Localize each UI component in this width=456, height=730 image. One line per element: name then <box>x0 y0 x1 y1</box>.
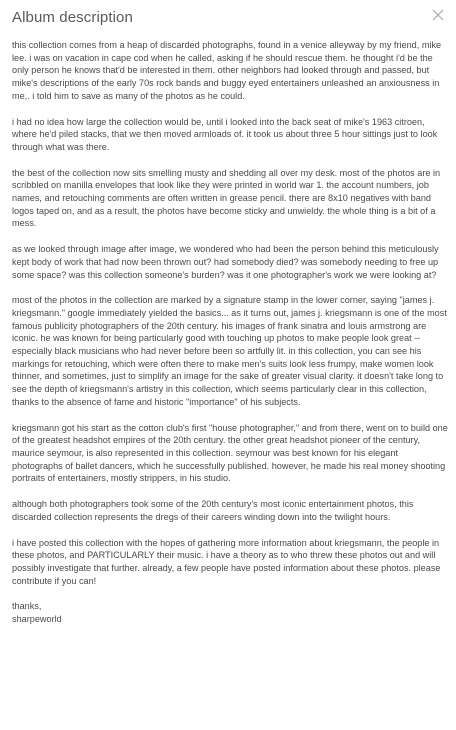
signoff-author: sharpeworld <box>12 614 62 625</box>
description-paragraph: as we looked through image after image, we wondered who had been the person behind this meticulously kept body of work that had now been thrown out? had somebody died? was somebody needing to free up some space? was this collection someone's burden? was it one photographer's work we were looking at? <box>12 244 439 280</box>
dialog-header <box>12 7 446 33</box>
signoff <box>12 600 448 625</box>
description-paragraph: most of the photos in the collection are marked by a signature stamp in the lower corner, saying "james j. kriegsmann." google immediately yielded the basics... as it turns out, james j. kriegsmann is one of the most famous publicity photographers of the 20th century. his images of frank sinatra and louis armstrong are iconic. he was known for being particularly good with touching up photos to make people look great -- especially black musicians who had never before been so artfully lit. in this collection, you can see his markings for retouching, which were often there to make men's suits look less frumpy, make women look thinner, and sometimes, just to simplify an image for the sake of greater visual clarity. it doesn't take long to see the depth of kriegsmann's artistry in this collection, which seems particularly clear in this collection, thanks to the absence of fame and historic "importance" of his subjects. <box>12 295 447 407</box>
description-paragraph: although both photographers took some of the 20th century's most iconic entertainment photos, this discarded collection represents the dregs of their careers winding down into the twilight hours. <box>12 499 414 522</box>
description-paragraph: kriegsmann got his start as the cotton club's first "house photographer," and from there, went on to build one of the greatest headshot empires of the 20th century. the other great headshot pioneer of the century, maurice seymour, is also represented in this collection. seymour was best known for his elegant photographs of ballet dancers, which he successfully published. however, he made his real money shooting portraits of entertainers, mostly strippers, in his studio. <box>12 422 448 484</box>
signoff-closing: thanks, <box>12 601 42 612</box>
description-paragraph: the best of the collection now sits smelling musty and shedding all over my desk. most of the photos are in scribbled on manilla envelopes that look like they were printed in world war 1. the account numbers, job names, and retouching comments are often written in grease pencil. there are 8x10 negatives with band logos taped on, and as a result, the photos have become sticky and unwieldy. the whole thing is a bit of a mess. <box>12 167 441 229</box>
close-icon[interactable] <box>430 7 446 23</box>
description-paragraph: i had no idea how large the collection would be, until i looked into the back seat of mike's 1963 citroen, where he'd piled stacks, that we then moved armloads of. it took us about three 5 hour sittings just to look through what was there. <box>12 116 438 152</box>
dialog-title: Album description <box>12 9 133 26</box>
description-paragraph: this collection comes from a heap of discarded photographs, found in a venice alleyway by my friend, mike lee. i was on vacation in cape cod when he called, asking if he should rescue them. he thought i'd be the only person he knows that'd be interested in them. other neighbors had looked through and passed, but mike's descriptions of the early 70s rock bands and buggy eyed entertainers unleashed an anxiousness in me,. i told him to save as many of the photos as he could. <box>12 40 442 101</box>
description-body <box>12 39 448 626</box>
description-paragraph: i have posted this collection with the hopes of gathering more information about kriegsmann, the people in these photos, and PARTICULARLY their music. i have a theory as to who threw these photos out and will possibly investigate that further. already, a few people have posted information about these photos. please contribute if you can! <box>12 537 441 586</box>
